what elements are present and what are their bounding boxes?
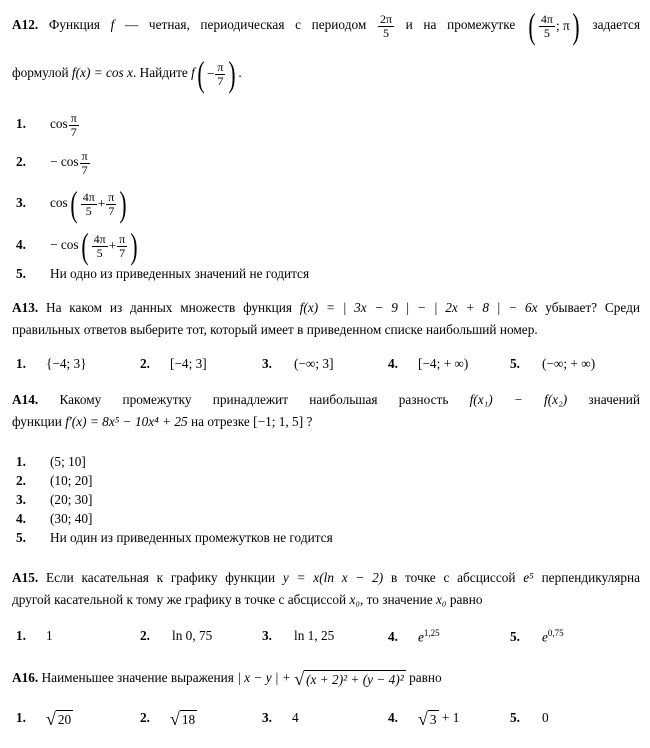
a14-option-4: 4. (30; 40] bbox=[16, 511, 93, 526]
a16-text: Наименьшее значение выражения bbox=[41, 670, 234, 686]
a12-interval: ( $\frac{4\pi}{5}$ ; π ) bbox=[528, 6, 580, 46]
a14-option-2: 2. (10; 20] bbox=[16, 473, 93, 488]
a12-period-fraction: $\frac{2\pi}{5}$ bbox=[379, 11, 392, 40]
a15-text: равно bbox=[449, 592, 483, 607]
a12-text: — четная, периодическая с периодом bbox=[124, 17, 367, 33]
a14-difference: f(x₁) − f(x₂) bbox=[469, 392, 568, 407]
a15-option-2: 2. ln 0, 75 bbox=[140, 628, 213, 643]
a14-label: А14. bbox=[12, 392, 39, 407]
a12-text: и на промежутке bbox=[405, 17, 516, 33]
a13-option-2: 2. [−4; 3] bbox=[140, 356, 207, 371]
a16-option-3: 3. 4 bbox=[262, 710, 299, 725]
a12-text: формулой bbox=[12, 65, 69, 81]
a14-formula: f′(x) = 8x⁵ − 10x⁴ + 25 bbox=[65, 414, 188, 429]
a12-option-1: 1. cos $\frac{\pi}{7}$ bbox=[16, 111, 77, 139]
a13-option-3: 3. (−∞; 3] bbox=[262, 356, 334, 371]
a14-text: значений bbox=[588, 392, 641, 407]
a13-option-5: 5. (−∞; + ∞) bbox=[510, 356, 596, 371]
a13-formula: f(x) = | 3x − 9 | − | 2x + 8 | − 6x bbox=[299, 300, 538, 315]
a15-label: А15. bbox=[12, 570, 39, 585]
a14-line2 bbox=[12, 414, 312, 430]
a16-option-4: 4. √ 3 + 1 bbox=[388, 709, 460, 729]
a12-text: задается bbox=[592, 17, 641, 33]
a15-x0: x₀ bbox=[436, 592, 447, 607]
a13-text: убывает? Среди bbox=[545, 300, 640, 315]
a15-option-1: 1. 1 bbox=[16, 628, 53, 643]
a13-line2: правильных ответов выберите тот, который имеет в приведенном списке наибольший номер. bbox=[12, 322, 538, 337]
a13-option-1: 1. {−4; 3} bbox=[16, 356, 87, 371]
a14-line1 bbox=[12, 392, 640, 408]
a14-text: Какому промежутку принадлежит наибольшая разность bbox=[59, 392, 449, 407]
a15-text: , то значение bbox=[359, 592, 433, 607]
a12-line1 bbox=[12, 8, 640, 44]
a15-x0: x₀ bbox=[349, 592, 360, 607]
a15-text: другой касательной к тому же графику в точке с абсциссой bbox=[12, 592, 347, 607]
a15-line2 bbox=[12, 592, 482, 608]
a13-option-4: 4. [−4; + ∞) bbox=[388, 356, 469, 371]
a12-find-f: f bbox=[191, 65, 195, 81]
a16-option-5: 5. 0 bbox=[510, 710, 549, 725]
a15-option-4: 4. $e^{1,25}$ bbox=[388, 628, 440, 645]
a15-option-5: 5. $e^{0,75}$ bbox=[510, 628, 564, 645]
a15-option-3: 3. ln 1, 25 bbox=[262, 628, 335, 643]
a15-formula: y = x(ln x − 2) bbox=[282, 570, 384, 585]
a13-text: На каком из данных множеств функция bbox=[46, 300, 292, 315]
a16-option-2: 2. √ 18 bbox=[140, 709, 196, 729]
a16-abs: | x − y | + bbox=[237, 670, 291, 686]
a12-text: Функция bbox=[48, 17, 100, 33]
a15-text: перпендикулярна bbox=[541, 570, 640, 585]
a14-text: функции bbox=[12, 414, 62, 429]
a13-label: А13. bbox=[12, 300, 39, 315]
a12-formula: f(x) = cos x bbox=[71, 65, 133, 81]
a14-option-1: 1. (5; 10] bbox=[16, 454, 86, 469]
a14-option-3: 3. (20; 30] bbox=[16, 492, 93, 507]
a14-option-5: 5. Ни один из приведенных промежутков не годится bbox=[16, 530, 333, 545]
a12-line2: формулой f(x) = cos x. Найдите f ( − $\frac{\pi}{7}$ ) . bbox=[12, 54, 242, 94]
a15-text: в точке с абсциссой bbox=[391, 570, 516, 585]
a13-line1 bbox=[12, 300, 640, 316]
a12-text: . Найдите bbox=[132, 65, 188, 81]
a16-label: А16. bbox=[12, 670, 39, 686]
a15-line1 bbox=[12, 570, 640, 586]
a12-label: А12. bbox=[12, 17, 39, 33]
a12-option-4: 4. − cos ( $\frac{4\pi}{5}$ + $\frac{\pi}{7}$ ) bbox=[16, 226, 138, 266]
a15-text: Если касательная к графику функции bbox=[46, 570, 276, 585]
a16-option-1: 1. √ 20 bbox=[16, 709, 72, 729]
a12-option-3: 3. cos ( $\frac{4\pi}{5}$ + $\frac{\pi}{7}$ ) bbox=[16, 184, 127, 224]
a14-text: на отрезке [−1; 1, 5] ? bbox=[191, 414, 313, 429]
a16-sqrt: √ (x + 2)² + (y − 4)² bbox=[294, 669, 404, 689]
a15-e5: e⁵ bbox=[523, 570, 534, 585]
a12-find-arg: ( − $\frac{\pi}{7}$ ) bbox=[197, 54, 237, 94]
a16-line bbox=[12, 670, 442, 688]
a16-text: равно bbox=[409, 670, 442, 686]
a12-option-5: 5. Ни одно из приведенных значений не годится bbox=[16, 266, 310, 281]
a12-f: f bbox=[110, 17, 115, 33]
a12-option-2: 2. − cos $\frac{\pi}{7}$ bbox=[16, 149, 88, 177]
